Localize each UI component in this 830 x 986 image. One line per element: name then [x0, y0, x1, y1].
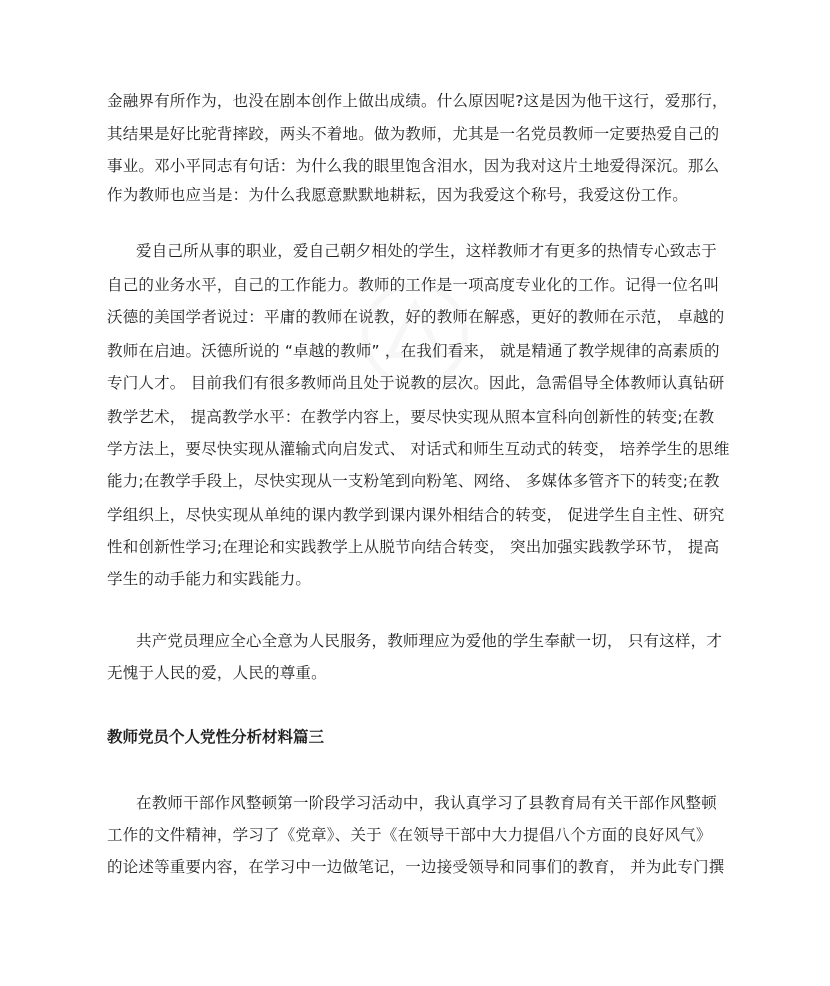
- paragraph-2-line-4: 教师在启迪。沃德所说的 “卓越的教师” ，在我们看来， 就是精通了教学规律的高素质的: [107, 342, 720, 360]
- paragraph-4-line-1: 在教师干部作风整顿第一阶段学习活动中，我认真学习了县教育局有关干部作风整顿: [136, 794, 717, 812]
- paragraph-4-line-2: 工作的文件精神，学习了《党章》、关于《在领导干部中大力提倡八个方面的良好风气》: [107, 826, 712, 844]
- paragraph-3-line-2: 无愧于人民的爱，人民的尊重。: [107, 664, 327, 682]
- paragraph-2-line-5: 专门人才。 目前我们有很多教师尚且处于说教的层次。因此，急需倡导全体教师认真钻研: [107, 374, 725, 392]
- paragraph-2-line-2: 自己的业务水平，自己的工作能力。教师的工作是一项高度专业化的工作。记得一位名叫: [107, 276, 720, 294]
- paragraph-1-line-1: 金融界有所作为，也没在剧本创作上做出成绩。什么原因呢?这是因为他干这行，爱那行，: [107, 92, 728, 110]
- paragraph-2-line-7: 学方法上，要尽快实现从灌输式向启发式、 对话式和师生互动式的转变， 培养学生的思维: [107, 440, 730, 458]
- paragraph-2-line-1: 爱自己所从事的职业，爱自己朝夕相处的学生，这样教师才有更多的热情专心致志于: [136, 242, 717, 260]
- paragraph-2-line-9: 学组织上，尽快实现从单纯的课内教学到课内课外相结合的转变， 促进学生自主性、研究: [107, 506, 725, 524]
- paragraph-2-line-11: 学生的动手能力和实践能力。: [107, 570, 312, 588]
- paragraph-1-line-2: 其结果是好比驼背摔跤，两头不着地。做为教师，尤其是一名党员教师一定要热爱自己的: [107, 125, 720, 143]
- paragraph-3-line-1: 共产党员理应全心全意为人民服务，教师理应为爱他的学生奉献一切， 只有这样，才: [136, 632, 723, 650]
- paragraph-2-line-8: 能力;在教学手段上，尽快实现从一支粉笔到向粉笔、网络、 多媒体多管齐下的转变;在教: [107, 472, 720, 490]
- paragraph-2-line-3: 沃德的美国学者说过：平庸的教师在说教，好的教师在解惑，更好的教师在示范， 卓越的: [107, 308, 725, 326]
- paragraph-2-line-6: 教学艺术， 提高教学水平：在教学内容上，要尽快实现从照本宣科向创新性的转变;在教: [107, 408, 715, 426]
- paragraph-1-line-4: 作为教师也应当是：为什么我愿意默默地耕耘，因为我爱这个称号，我爱这份工作。: [107, 186, 688, 204]
- paragraph-4-line-3: 的论述等重要内容，在学习中一边做笔记，一边接受领导和同事们的教育， 并为此专门撰: [107, 858, 725, 876]
- section-heading: 教师党员个人党性分析材料篇三: [107, 728, 325, 746]
- paragraph-2-line-10: 性和创新性学习;在理论和实践教学上从脱节向结合转变， 突出加强实践教学环节， 提高: [107, 538, 720, 556]
- paragraph-1-line-3: 事业。邓小平同志有句话：为什么我的眼里饱含泪水，因为我对这片土地爱得深沉。那么: [107, 157, 720, 175]
